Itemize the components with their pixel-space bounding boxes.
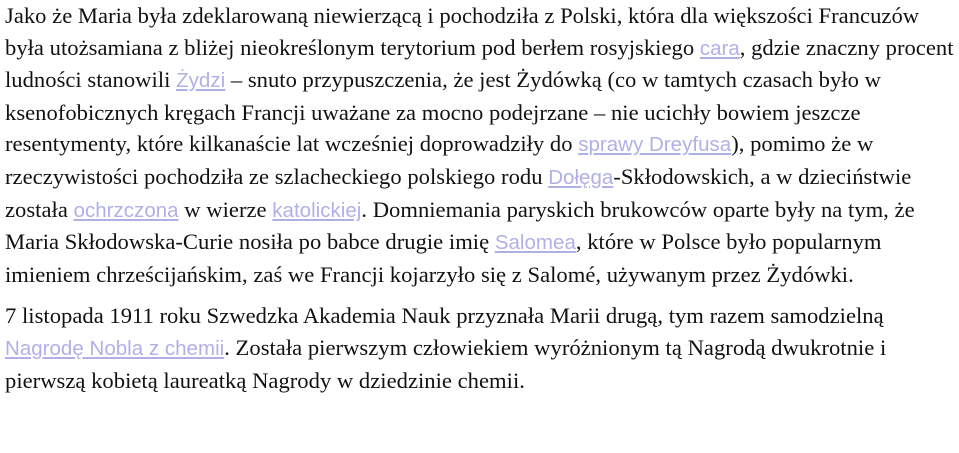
paragraph-2: [5, 300, 957, 396]
paragraph-text: . Domniemania paryskich brukowców oparte były na tym, że Maria Skłodowska-Curie nosiła po babce drugie imię: [5, 196, 915, 255]
paragraph-text: w wierze: [178, 196, 273, 222]
paragraph-text: 7 listopada 1911 roku Szwedzka Akademia Nauk przyznała Marii drugą, tym razem samodzielną: [5, 303, 884, 329]
paragraph-text: , które w Polsce było popularnym imieniem chrześcijańskim, zaś we Francji kojarzyło się z Salomé, używanym przez Żydówki.: [5, 229, 882, 287]
paragraph-text: ), pomimo że w rzeczywistości pochodziła ze szlacheckiego polskiego rodu: [5, 131, 874, 189]
link-dolega[interactable]: Dołęga: [548, 165, 614, 189]
paragraph-1: [5, 0, 957, 290]
paragraph-text: Jako że Maria była zdeklarowaną niewierzącą i pochodziła z Polski, która dla większości Francuzów była utożsamiana z bliżej nieokreślonym terytorium pod berłem rosyjskiego: [5, 3, 920, 60]
paragraph-text: -Skłodowskich, a w dzieciństwie została: [5, 163, 912, 222]
paragraph-text: . Została pierwszym człowiekiem wyróżnionym tą Nagrodą dwukrotnie i pierwszą kobietą laureatką Nagrody w dziedzinie chemii.: [5, 334, 887, 393]
link-cara[interactable]: cara: [699, 36, 740, 60]
paragraph-text: – snuto przypuszczenia, że jest Żydówką (co w tamtych czasach było w ksenofobicznych kręgach Francji uważane za mocno podejrzane – nie ucichły bowiem jeszcze resentymenty, które kilkanaście lat wcześniej doprowadziły do: [5, 67, 881, 157]
paragraph-text: , gdzie znaczny procent ludności stanowili: [5, 34, 954, 93]
document-body: [5, 0, 957, 396]
link-zydzi[interactable]: Żydzi: [176, 69, 226, 93]
link-katolickiej[interactable]: katolickiej: [272, 198, 362, 222]
link-sprawa-dreyfusa[interactable]: sprawy Dreyfusa: [578, 133, 732, 157]
link-ochrzczona[interactable]: ochrzczona: [73, 198, 179, 222]
link-salomea[interactable]: Salomea: [494, 231, 576, 255]
link-nagroda-nobla-z-chemii[interactable]: Nagrodę Nobla z chemii: [5, 336, 225, 360]
